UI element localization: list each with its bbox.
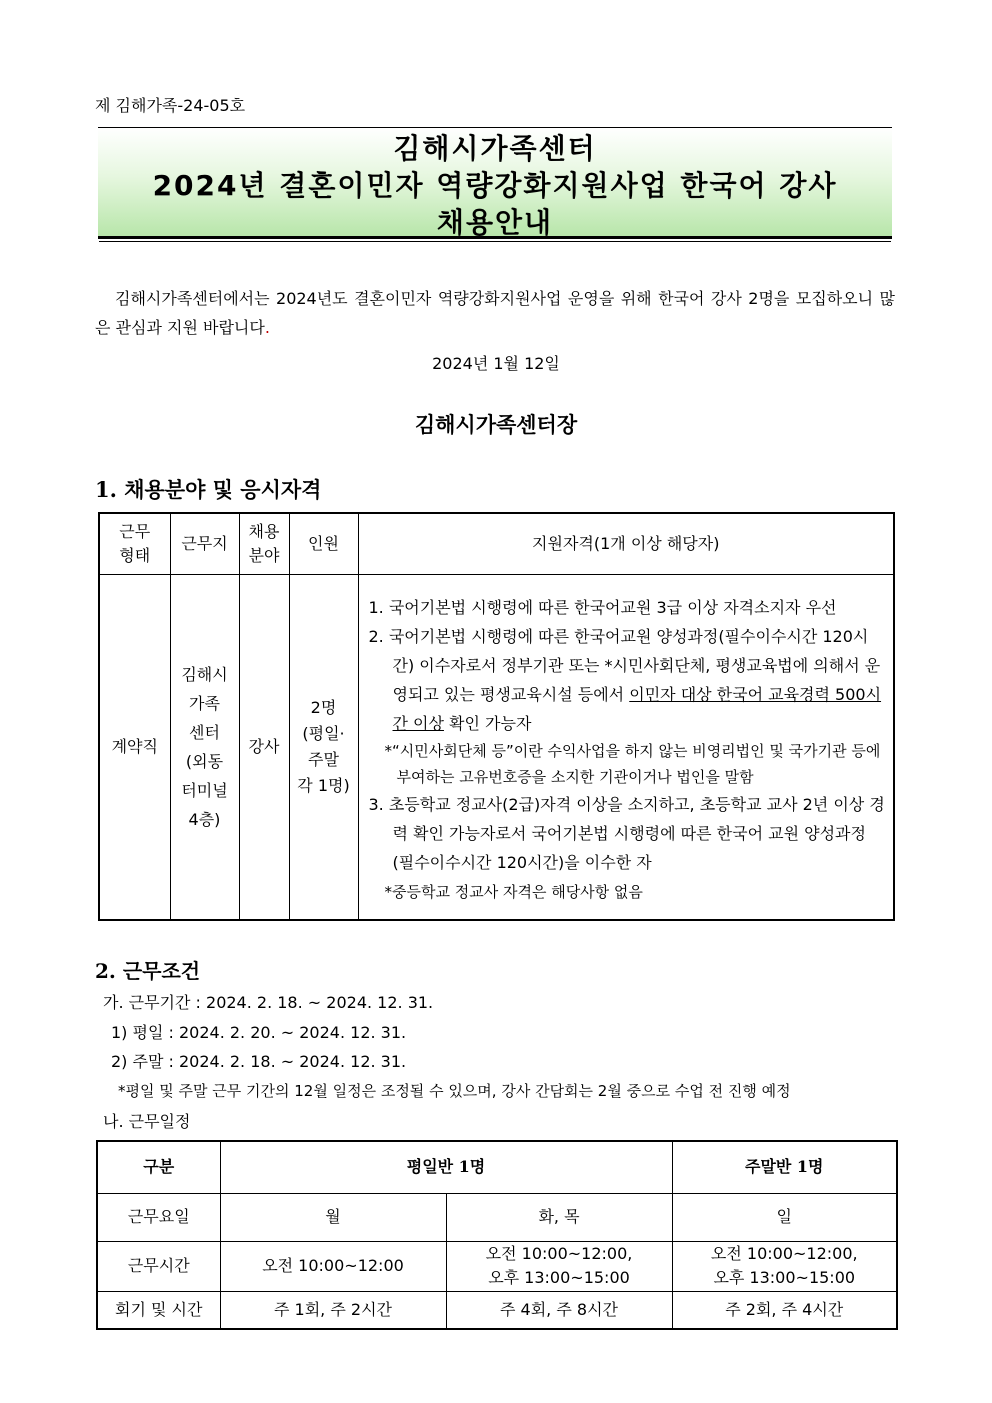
title-line-3: 채용안내 — [436, 206, 554, 239]
cell-sessions-sun: 주 2회, 주 4시간 — [672, 1291, 897, 1329]
cell-hours-tue-thu: 오전 10:00~12:00, 오후 13:00~15:00 — [446, 1241, 672, 1291]
header-weekday-class: 평일반 1명 — [220, 1141, 672, 1193]
cell-hours-sun: 오전 10:00~12:00, 오후 13:00~15:00 — [672, 1241, 897, 1291]
qualification-item-2: 2. 국어기본법 시행령에 따른 한국어교원 양성과정(필수이수시간 120시간) 이수자로서 정부기관 또는 *시민사회단체, 평생교육법에 의해서 운영되고 있는 평생교육시설 등에서 이민자 대상 한국어 교육경력 500시간 이상 확인 가능자 — [368, 626, 882, 733]
table-row — [99, 574, 894, 920]
document-number: 제 김해가족-24-05호 — [95, 96, 246, 115]
cell-qualification — [358, 574, 894, 920]
cell-field: 강사 — [239, 574, 289, 920]
weekend-period: 2) 주말 : 2024. 2. 18. ~ 2024. 12. 31. — [111, 1052, 407, 1071]
title-banner — [98, 127, 892, 239]
row-label-sessions: 회기 및 시간 — [97, 1291, 220, 1329]
schedule-note: *평일 및 주말 근무 기간의 12월 일정은 조정될 수 있으며, 강사 간담회는 2월 중으로 수업 전 진행 예정 — [118, 1082, 791, 1100]
schedule-label: 나. 근무일정 — [103, 1112, 191, 1131]
weekday-period: 1) 평일 : 2024. 2. 20. ~ 2024. 12. 31. — [111, 1023, 407, 1042]
schedule-table — [96, 1140, 898, 1330]
row-label-workday: 근무요일 — [97, 1193, 220, 1241]
cell-workday-mon: 월 — [220, 1193, 446, 1241]
title-line-2: 2024년 결혼이민자 역량강화지원사업 한국어 강사 — [152, 169, 838, 202]
cell-sessions-mon: 주 1회, 주 2시간 — [220, 1291, 446, 1329]
intro-end-mark: . — [264, 318, 270, 337]
section-1-heading: 1. 채용분야 및 응시자격 — [95, 477, 322, 502]
qualification-note-1: *“시민사회단체 등”이란 수익사업을 하지 않는 비영리법인 및 국가기관 등에 부여하는 고유번호증을 소지한 기관이거나 법인을 말함 — [384, 741, 881, 786]
cell-location: 김해시 가족 센터 (외동 터미널 4층) — [170, 574, 239, 920]
header-employment-type: 근무 형태 — [99, 513, 170, 574]
header-weekend-class: 주말반 1명 — [672, 1141, 897, 1193]
recruitment-table — [98, 512, 895, 921]
row-label-work-hours: 근무시간 — [97, 1241, 220, 1291]
qualification-item-3: 3. 초등학교 정교사(2급)자격 이상을 소지하고, 초등학교 교사 2년 이상 경력 확인 가능자로서 국어기본법 시행령에 따른 한국어 교원 양성과정(필수이수시간 120시간)을 이수한 자 — [368, 794, 885, 872]
header-headcount: 인원 — [289, 513, 358, 574]
intro-paragraph — [95, 284, 895, 342]
qualification-underlined: 이민자 대상 한국어 교육경력 500시간 이상 — [392, 684, 882, 733]
table-header-row — [99, 513, 894, 574]
cell-sessions-tue-thu: 주 4회, 주 8시간 — [446, 1291, 672, 1329]
section-2-heading: 2. 근무조건 — [95, 959, 201, 983]
qualification-note-2: *중등학교 정교사 자격은 해당사항 없음 — [384, 882, 643, 901]
cell-employment-type: 계약직 — [99, 574, 170, 920]
cell-workday-sun: 일 — [672, 1193, 897, 1241]
header-location: 근무지 — [170, 513, 239, 574]
signature: 김해시가족센터장 — [414, 413, 578, 437]
cell-headcount: 2명 (평일· 주말 각 1명) — [289, 574, 358, 920]
cell-workday-tue-thu: 화, 목 — [446, 1193, 672, 1241]
intro-text: 김해시가족센터에서는 2024년도 결혼이민자 역량강화지원사업 운영을 위해 한국어 강사 2명을 모집하오니 많은 관심과 지원 바랍니다 — [95, 289, 895, 337]
table-row — [97, 1291, 897, 1329]
announcement-date: 2024년 1월 12일 — [432, 354, 560, 373]
work-period: 가. 근무기간 : 2024. 2. 18. ~ 2024. 12. 31. — [103, 993, 434, 1012]
table-row — [97, 1193, 897, 1241]
header-field: 채용 분야 — [239, 513, 289, 574]
cell-hours-mon: 오전 10:00~12:00 — [220, 1241, 446, 1291]
header-qualification: 지원자격(1개 이상 해당자) — [358, 513, 894, 574]
table-row — [97, 1241, 897, 1291]
title-line-1: 김해시가족센터 — [393, 132, 597, 165]
header-category: 구분 — [97, 1141, 220, 1193]
table-header-row — [97, 1141, 897, 1193]
qualification-item-1: 1. 국어기본법 시행령에 따른 한국어교원 3급 이상 자격소지자 우선 — [368, 597, 837, 617]
